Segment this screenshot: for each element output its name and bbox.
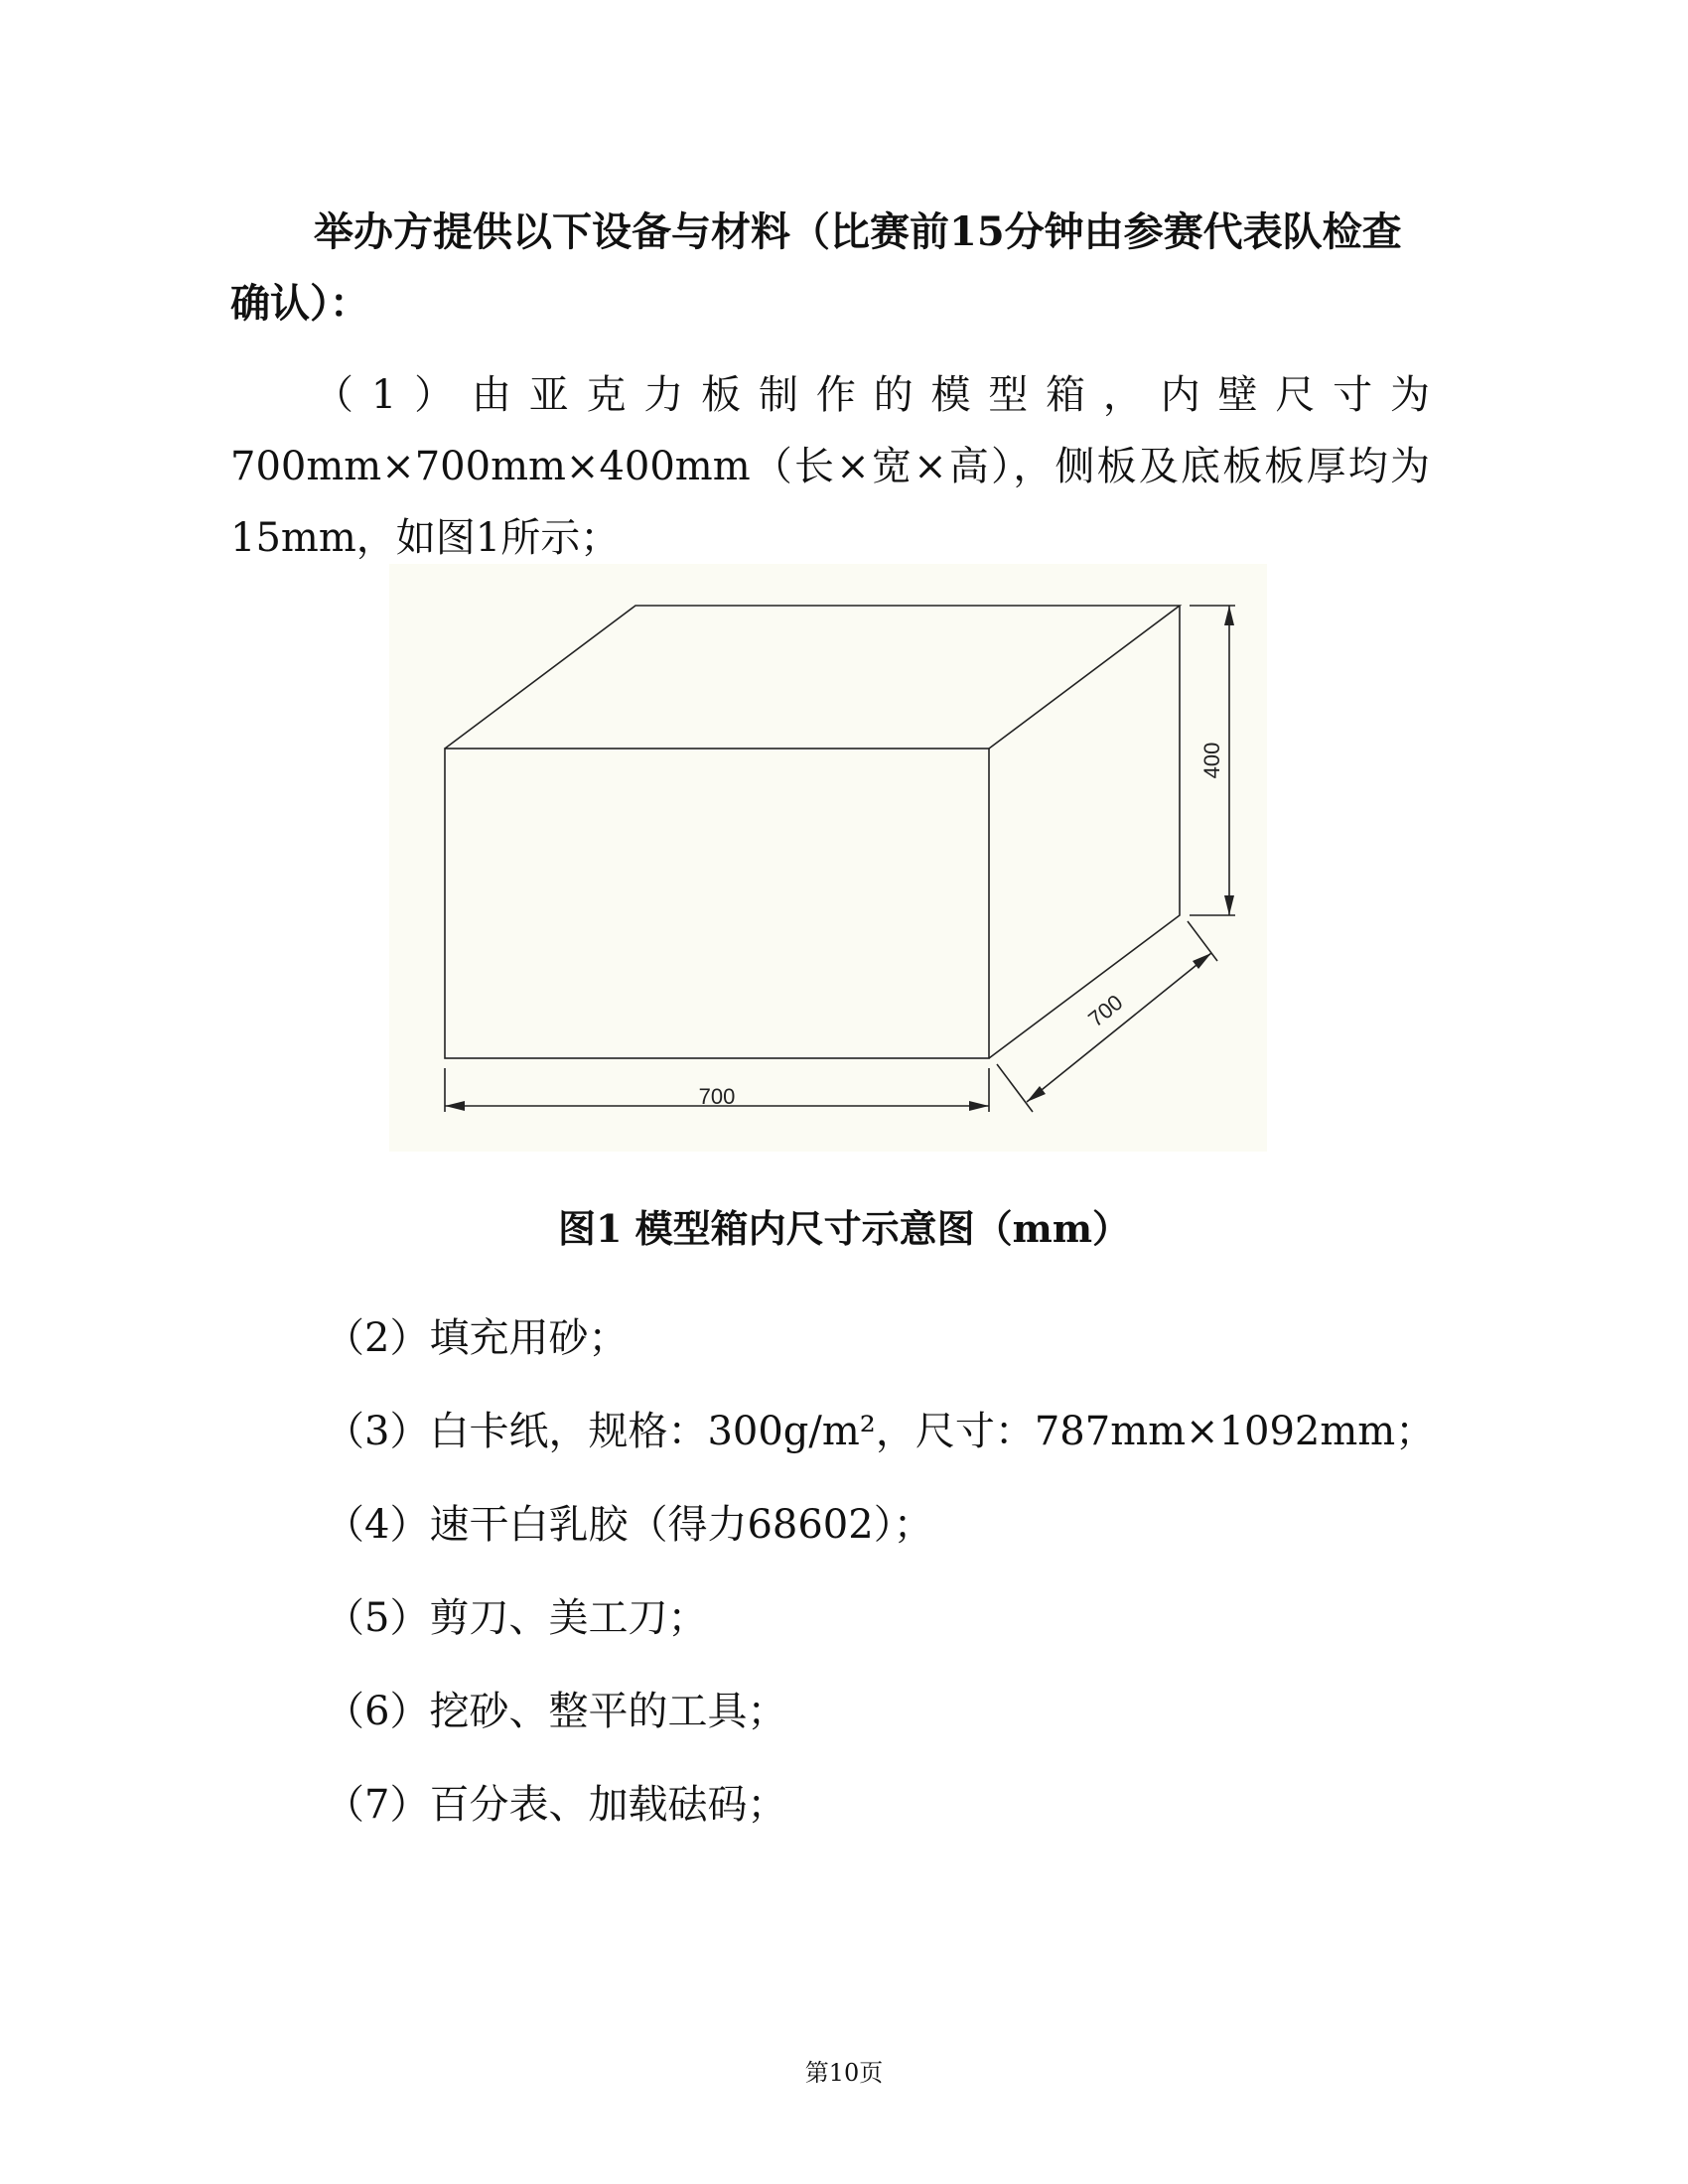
heading-paragraph: 举办方提供以下设备与材料（比赛前15分钟由参赛代表队检查确认）： [230,208,1402,327]
model-box-figure [389,564,1267,1152]
item-1-paragraph: （1）由亚克力板制作的模型箱，内壁尺寸为700mm×700mm×400mm（长×宽×高），侧板及底板板厚均为15mm，如图1所示； [230,372,1430,561]
figure-caption: 图1 模型箱内尺寸示意图（mm） [557,1206,1131,1251]
list-item: （7）百分表、加载砝码； [325,1782,787,1828]
model-box-diagram [389,564,1267,1152]
height-dimension-label: 400 [1199,742,1224,779]
figure-background [389,564,1267,1152]
width-dimension-label: 700 [698,1084,736,1109]
list-item: （2）填充用砂； [325,1315,629,1361]
list-item: （6）挖砂、整平的工具； [325,1689,787,1734]
page-number: 第10页 [804,2059,884,2087]
depth-dimension-label: 700 [1083,989,1128,1032]
list-item: （3）白卡纸，规格：300g/m²，尺寸：787mm×1092mm； [325,1409,1436,1454]
list-item: （4）速干白乳胶（得力68602）； [325,1502,933,1548]
list-item: （5）剪刀、美工刀； [325,1595,708,1641]
